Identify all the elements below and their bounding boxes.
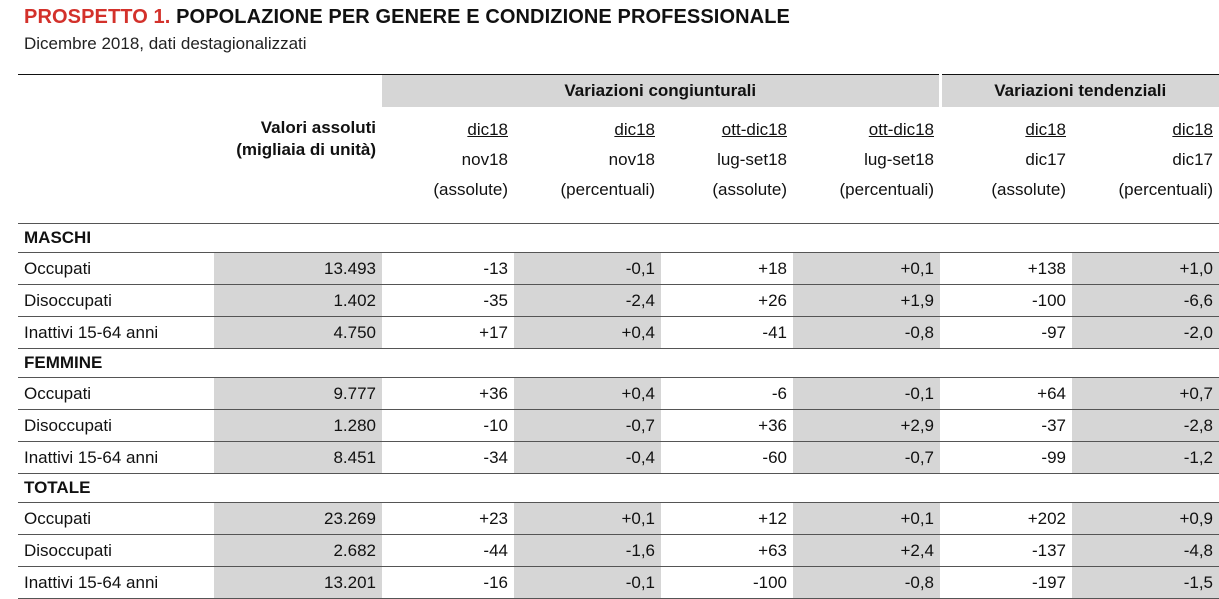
row-label: Occupati — [18, 253, 214, 285]
col-valori-assoluti: Valori assoluti (migliaia di unità) — [236, 118, 376, 159]
table-row — [18, 535, 1219, 567]
row-label: Inattivi 15-64 anni — [18, 442, 214, 474]
cell-value: 13.493 — [214, 253, 382, 285]
table-row — [18, 567, 1219, 599]
cell-value: -44 — [382, 535, 514, 567]
section-row — [18, 474, 1219, 503]
cell-value: +23 — [382, 503, 514, 535]
cell-value: +26 — [661, 285, 793, 317]
cell-value: -0,1 — [514, 253, 661, 285]
col-trim-ass: ott-dic18 lug-set18 (assolute) — [712, 120, 787, 199]
cell-value: -2,8 — [1072, 410, 1219, 442]
section-title: TOTALE — [18, 474, 1219, 503]
section-row — [18, 349, 1219, 378]
col-trim-perc: ott-dic18 lug-set18 (percentuali) — [839, 120, 934, 199]
cell-value: -0,4 — [514, 442, 661, 474]
row-label: Disoccupati — [18, 535, 214, 567]
cell-value: 13.201 — [214, 567, 382, 599]
cell-value: 1.402 — [214, 285, 382, 317]
cell-value: +0,1 — [793, 253, 940, 285]
row-label: Occupati — [18, 378, 214, 410]
cell-value: +1,0 — [1072, 253, 1219, 285]
row-label: Disoccupati — [18, 410, 214, 442]
cell-value: -37 — [940, 410, 1072, 442]
cell-value: -2,0 — [1072, 317, 1219, 349]
cell-value: -0,8 — [793, 567, 940, 599]
cell-value: -197 — [940, 567, 1072, 599]
table-row — [18, 442, 1219, 474]
section-title: FEMMINE — [18, 349, 1219, 378]
cell-value: +12 — [661, 503, 793, 535]
cell-value: -35 — [382, 285, 514, 317]
cell-value: -99 — [940, 442, 1072, 474]
cell-value: +36 — [661, 410, 793, 442]
cell-value: +138 — [940, 253, 1072, 285]
cell-value: -16 — [382, 567, 514, 599]
cell-value: 9.777 — [214, 378, 382, 410]
table-title-main: POPOLAZIONE PER GENERE E CONDIZIONE PROFESSIONALE — [170, 6, 790, 28]
cell-value: -100 — [940, 285, 1072, 317]
cell-value: 1.280 — [214, 410, 382, 442]
cell-value: -13 — [382, 253, 514, 285]
cell-value: -100 — [661, 567, 793, 599]
row-label: Inattivi 15-64 anni — [18, 567, 214, 599]
table-row — [18, 285, 1219, 317]
cell-value: +63 — [661, 535, 793, 567]
table-row — [18, 317, 1219, 349]
cell-value: -0,1 — [793, 378, 940, 410]
cell-value: +0,1 — [514, 503, 661, 535]
cell-value: +64 — [940, 378, 1072, 410]
col-tend-perc: dic18 dic17 (percentuali) — [1118, 120, 1213, 199]
cell-value: +17 — [382, 317, 514, 349]
cell-value: 23.269 — [214, 503, 382, 535]
col-dic-nov-perc: dic18 nov18 (percentuali) — [560, 120, 655, 199]
cell-value: 8.451 — [214, 442, 382, 474]
col-tend-ass: dic18 dic17 (assolute) — [991, 120, 1066, 199]
row-label: Occupati — [18, 503, 214, 535]
cell-value: -41 — [661, 317, 793, 349]
cell-value: +1,9 — [793, 285, 940, 317]
cell-value: -137 — [940, 535, 1072, 567]
cell-value: -6 — [661, 378, 793, 410]
cell-value: -2,4 — [514, 285, 661, 317]
cell-value: +18 — [661, 253, 793, 285]
cell-value: -60 — [661, 442, 793, 474]
table-row — [18, 378, 1219, 410]
cell-value: -1,2 — [1072, 442, 1219, 474]
population-table — [18, 74, 1219, 599]
cell-value: -1,6 — [514, 535, 661, 567]
group-tendenziali: Variazioni tendenziali — [940, 75, 1219, 108]
cell-value: +2,4 — [793, 535, 940, 567]
cell-value: -97 — [940, 317, 1072, 349]
row-label: Disoccupati — [18, 285, 214, 317]
cell-value: 2.682 — [214, 535, 382, 567]
table-row — [18, 410, 1219, 442]
cell-value: +202 — [940, 503, 1072, 535]
column-header-row — [18, 107, 1219, 224]
cell-value: +0,7 — [1072, 378, 1219, 410]
cell-value: -1,5 — [1072, 567, 1219, 599]
cell-value: -10 — [382, 410, 514, 442]
row-label: Inattivi 15-64 anni — [18, 317, 214, 349]
cell-value: +0,4 — [514, 378, 661, 410]
cell-value: -34 — [382, 442, 514, 474]
cell-value: +36 — [382, 378, 514, 410]
cell-value: -4,8 — [1072, 535, 1219, 567]
cell-value: +2,9 — [793, 410, 940, 442]
cell-value: -0,8 — [793, 317, 940, 349]
table-row — [18, 503, 1219, 535]
cell-value: +0,1 — [793, 503, 940, 535]
section-row — [18, 224, 1219, 253]
group-header-row — [18, 75, 1219, 108]
table-row — [18, 253, 1219, 285]
section-title: MASCHI — [18, 224, 1219, 253]
table-title — [24, 6, 790, 29]
table-title-prefix: PROSPETTO 1. — [24, 6, 171, 28]
cell-value: +0,4 — [514, 317, 661, 349]
cell-value: -6,6 — [1072, 285, 1219, 317]
table-subtitle: Dicembre 2018, dati destagionalizzati — [24, 34, 307, 53]
cell-value: -0,7 — [514, 410, 661, 442]
cell-value: -0,7 — [793, 442, 940, 474]
cell-value: +0,9 — [1072, 503, 1219, 535]
cell-value: -0,1 — [514, 567, 661, 599]
col-dic-nov-ass: dic18 nov18 (assolute) — [433, 120, 508, 199]
group-congiunturali: Variazioni congiunturali — [382, 75, 940, 108]
cell-value: 4.750 — [214, 317, 382, 349]
